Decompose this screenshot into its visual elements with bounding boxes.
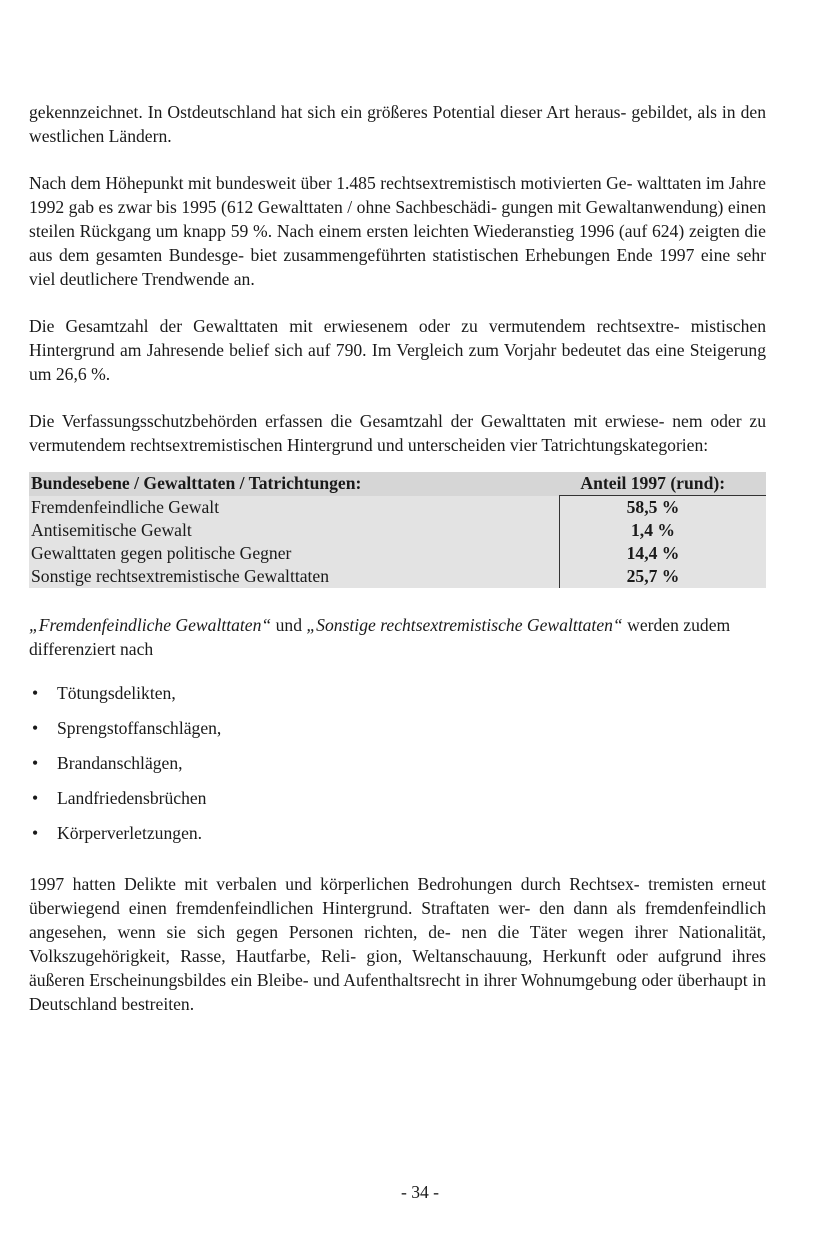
table-row [29,496,766,520]
list-item-text: Landfriedensbrüchen [57,788,207,808]
table-cell-category: Antisemitische Gewalt [29,519,560,542]
list-item-text: Sprengstoffanschlägen, [57,718,222,738]
table-cell-category: Fremdenfeindliche Gewalt [29,496,560,520]
paragraph-total-count: Die Gesamtzahl der Gewalttaten mit erwiesenem oder zu vermutendem rechtsextre- mistischen Hintergrund am Jahresende belief sich auf 790. Im Vergleich zum Vorjahr bedeutet das eine Steigerung um 26,6 %. [29,316,766,384]
bullet-icon: • [32,718,39,738]
list-item [29,786,766,821]
table-header-share: Anteil 1997 (rund): [560,472,767,496]
bullet-icon: • [32,753,39,773]
bullet-icon: • [32,683,39,703]
table-cell-share: 14,4 % [560,542,767,565]
violence-categories-table [29,472,766,588]
table-row [29,565,766,588]
italic-term-other: „Sonstige rechtsextremistische Gewalttaten“ [306,615,623,635]
paragraph-differentiation [29,613,766,661]
table-row [29,519,766,542]
paragraph-violence-trend: Nach dem Höhepunkt mit bundesweit über 1.485 rechtsextremistisch motivierten Ge- walttaten im Jahre 1992 gab es zwar bis 1995 (612 Gewalttaten / ohne Sachbeschädi- gungen mit Gewaltanwendung) einen steilen Rückgang um knapp 59 %. Nach einem ersten leichten Wiederanstieg 1996 (auf 624) zeigten die aus dem gesamten Bundesge- biet zusammengeführten statistischen Erhebungen Ende 1997 eine sehr viel deutlichere Trendwende an. [29,173,766,289]
list-item-text: Tötungsdelikten, [57,683,176,703]
table-cell-share: 25,7 % [560,565,767,588]
list-item [29,821,766,856]
bullet-icon: • [32,788,39,808]
page-number: - 34 - [400,1182,440,1202]
list-item-text: Brandanschlägen, [57,753,183,773]
list-item [29,716,766,751]
table-header-row [29,472,766,496]
table-cell-share: 1,4 % [560,519,767,542]
conjunction-text: und [271,615,307,635]
list-item [29,681,766,716]
table-cell-category: Sonstige rechtsextremistische Gewalttaten [29,565,560,588]
table-header-category: Bundesebene / Gewalttaten / Tatrichtungen: [29,472,560,496]
paragraph-categories-intro: Die Verfassungsschutzbehörden erfassen die Gesamtzahl der Gewalttaten mit erwiese- nem oder zu vermutendem rechtsextremistischen Hintergrund und unterscheiden vier Tatrichtungskategorien: [29,411,766,455]
differentiation-text: werden zudem differenziert nach [29,615,731,659]
table-cell-category: Gewalttaten gegen politische Gegner [29,542,560,565]
table-row [29,542,766,565]
paragraph-xenophobic-definition: 1997 hatten Delikte mit verbalen und körperlichen Bedrohungen durch Rechtsex- tremisten erneut überwiegend einen fremdenfeindlichen Hintergrund. Straftaten wer- den dann als fremdenfeindlich angesehen, wenn sie sich gegen Personen richten, de- nen die Täter wegen ihrer Nationalität, Volkszugehörigkeit, Rasse, Hautfarbe, Reli- gion, Weltanschauung, Herkunft oder aufgrund ihres äußeren Erscheinungsbildes ein Bleibe- und Aufenthaltsrecht in ihrer Wohnumgebung oder überhaupt in Deutschland bestreiten. [29,874,766,1014]
paragraph-continuation: gekennzeichnet. In Ostdeutschland hat sich ein größeres Potential dieser Art heraus- gebildet, als in den westlichen Ländern. [29,102,766,146]
table-cell-share: 58,5 % [560,496,767,520]
document-page [29,100,766,1016]
offense-type-list [29,681,766,856]
list-item [29,751,766,786]
list-item-text: Körperverletzungen. [57,823,203,843]
bullet-icon: • [32,823,39,843]
italic-term-xenophobic: „Fremdenfeindliche Gewalttaten“ [29,615,272,635]
